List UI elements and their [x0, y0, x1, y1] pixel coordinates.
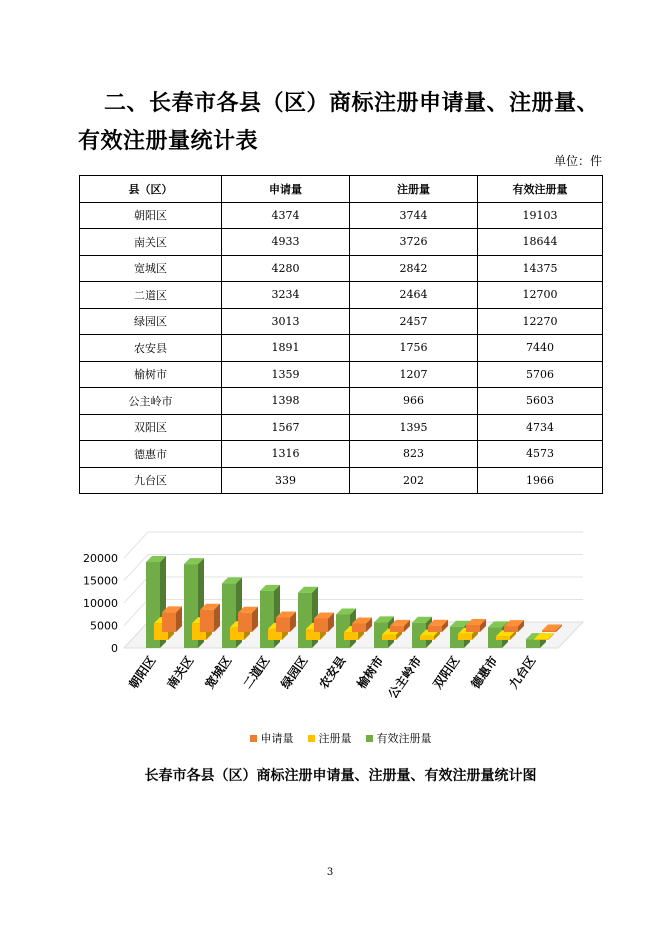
gridline-side	[124, 555, 148, 581]
bar-applications-1	[200, 604, 220, 632]
gridline-side	[124, 532, 148, 558]
legend-item-registrations	[308, 730, 352, 746]
legend-item-applications	[250, 730, 294, 746]
cell-county: 公主岭市	[80, 388, 222, 415]
cell-registrations: 823	[350, 441, 478, 468]
table-row	[80, 467, 603, 494]
cell-registrations: 1207	[350, 361, 478, 388]
cell-county: 九台区	[80, 467, 222, 494]
cell-valid-registrations: 19103	[478, 202, 603, 229]
cell-applications: 1316	[222, 441, 350, 468]
x-tick-label: 朝阳区	[126, 653, 159, 692]
x-tick-label: 南关区	[164, 653, 197, 692]
cell-registrations: 1395	[350, 414, 478, 441]
bar-chart	[78, 520, 603, 725]
cell-applications: 339	[222, 467, 350, 494]
cell-applications: 1359	[222, 361, 350, 388]
chart-legend	[78, 730, 603, 746]
cell-valid-registrations: 4734	[478, 414, 603, 441]
bar-front	[420, 636, 434, 640]
gridline-side	[124, 577, 148, 603]
cell-applications: 1891	[222, 335, 350, 362]
bar-applications-2	[238, 607, 258, 632]
header-applications: 申请量	[222, 176, 350, 203]
bar-front	[466, 625, 480, 632]
table-row	[80, 441, 603, 468]
bar-front	[314, 618, 328, 632]
gridline-side	[124, 600, 148, 626]
cell-valid-registrations: 7440	[478, 335, 603, 362]
cell-registrations: 202	[350, 467, 478, 494]
table-row	[80, 361, 603, 388]
x-tick-label: 宽城区	[202, 653, 235, 692]
table-row	[80, 282, 603, 309]
legend-swatch-applications	[250, 735, 257, 742]
cell-applications: 1398	[222, 388, 350, 415]
cell-county: 德惠市	[80, 441, 222, 468]
bar-front	[526, 639, 540, 648]
cell-applications: 3013	[222, 308, 350, 335]
bar-front	[390, 626, 404, 632]
table-row	[80, 255, 603, 282]
x-tick-label: 双阳区	[430, 653, 463, 692]
cell-valid-registrations: 18644	[478, 229, 603, 256]
table-row	[80, 414, 603, 441]
header-registrations: 注册量	[350, 176, 478, 203]
bar-front	[162, 612, 176, 632]
cell-applications: 4933	[222, 229, 350, 256]
x-tick-label: 九台区	[506, 653, 539, 692]
legend-item-valid-registrations	[366, 730, 432, 746]
bar-front	[534, 639, 548, 640]
table-row	[80, 335, 603, 362]
y-tick-label: 10000	[83, 597, 118, 610]
table-row	[80, 308, 603, 335]
stats-table	[79, 175, 603, 494]
y-tick-label: 0	[111, 642, 118, 655]
cell-valid-registrations: 5603	[478, 388, 603, 415]
table-row	[80, 388, 603, 415]
legend-label-valid-registrations: 有效注册量	[376, 732, 432, 745]
bar-front	[344, 632, 358, 640]
table-row	[80, 229, 603, 256]
table-row	[80, 202, 603, 229]
cell-registrations: 2457	[350, 308, 478, 335]
cell-valid-registrations: 14375	[478, 255, 603, 282]
bar-front	[496, 636, 510, 640]
legend-swatch-valid-registrations	[366, 735, 373, 742]
legend-label-applications: 申请量	[260, 732, 294, 745]
y-tick-label: 5000	[90, 619, 118, 633]
bar-applications-3	[276, 611, 296, 632]
table-body	[80, 202, 603, 494]
cell-county: 双阳区	[80, 414, 222, 441]
bar-applications-0	[162, 606, 182, 632]
x-tick-label: 农安县	[316, 653, 349, 692]
bar-front	[428, 626, 442, 632]
cell-county: 朝阳区	[80, 202, 222, 229]
bar-front	[276, 617, 290, 632]
bar-front	[238, 613, 252, 632]
cell-registrations: 3744	[350, 202, 478, 229]
table-header-row	[80, 176, 603, 203]
cell-county: 南关区	[80, 229, 222, 256]
cell-county: 绿园区	[80, 308, 222, 335]
legend-label-registrations: 注册量	[318, 732, 352, 745]
cell-registrations: 3726	[350, 229, 478, 256]
cell-county: 榆树市	[80, 361, 222, 388]
x-tick-label: 公主岭市	[385, 653, 425, 702]
y-tick-label: 15000	[83, 574, 118, 588]
cell-valid-registrations: 12270	[478, 308, 603, 335]
page-number: 3	[326, 867, 334, 878]
cell-applications: 3234	[222, 282, 350, 309]
cell-registrations: 2464	[350, 282, 478, 309]
cell-applications: 4280	[222, 255, 350, 282]
cell-valid-registrations: 5706	[478, 361, 603, 388]
bar-front	[352, 623, 366, 632]
unit-label: 单位：件	[553, 154, 602, 168]
bar-front	[458, 634, 472, 640]
cell-registrations: 966	[350, 388, 478, 415]
cell-registrations: 2842	[350, 255, 478, 282]
chart-caption: 长春市各县（区）商标注册申请量、注册量、有效注册量统计图	[144, 768, 537, 784]
cell-registrations: 1756	[350, 335, 478, 362]
cell-valid-registrations: 1966	[478, 467, 603, 494]
x-tick-label: 绿园区	[278, 653, 311, 692]
cell-valid-registrations: 4573	[478, 441, 603, 468]
header-county: 县（区）	[80, 176, 222, 203]
cell-applications: 4374	[222, 202, 350, 229]
header-valid-registrations: 有效注册量	[478, 176, 603, 203]
cell-county: 宽城区	[80, 255, 222, 282]
bar-front	[200, 610, 214, 632]
x-tick-label: 榆树市	[354, 653, 387, 692]
x-tick-label: 德惠市	[468, 653, 501, 692]
cell-valid-registrations: 12700	[478, 282, 603, 309]
bar-front	[542, 630, 556, 632]
page-title: 二、长春市各县（区）商标注册申请量、注册量、有效注册量统计表	[78, 90, 600, 154]
x-tick-label: 二道区	[240, 653, 273, 692]
bar-front	[504, 626, 518, 632]
cell-county: 农安县	[80, 335, 222, 362]
cell-applications: 1567	[222, 414, 350, 441]
legend-swatch-registrations	[308, 735, 315, 742]
y-tick-label: 20000	[83, 552, 118, 565]
cell-county: 二道区	[80, 282, 222, 309]
bar-front	[382, 635, 396, 640]
